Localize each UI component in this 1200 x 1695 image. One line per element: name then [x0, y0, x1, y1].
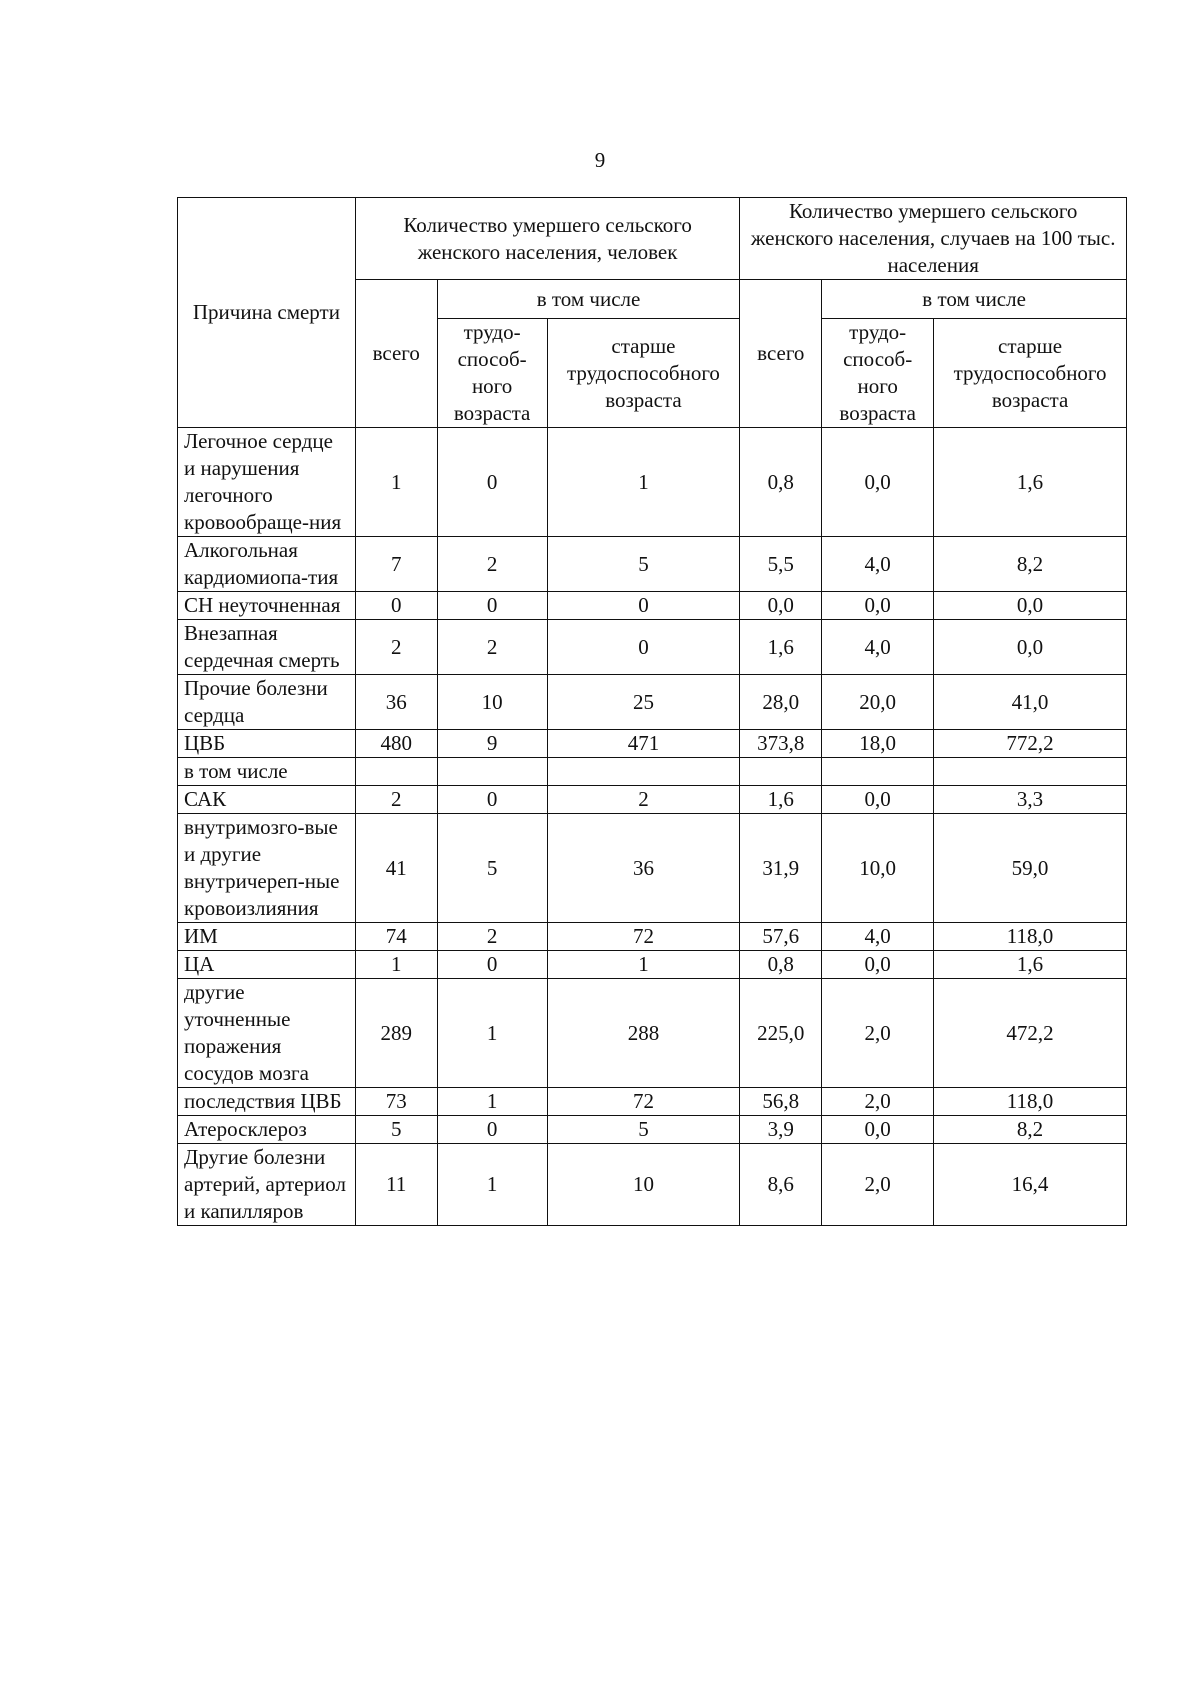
cell-count-older: 72: [547, 923, 740, 951]
table-row: [178, 1144, 1127, 1226]
cell-rate-working-age: 4,0: [822, 620, 934, 675]
cell-count-total: 36: [355, 675, 437, 730]
cell-count-total: 41: [355, 814, 437, 923]
cell-rate-working-age: 0,0: [822, 951, 934, 979]
cell-rate-working-age: 2,0: [822, 1088, 934, 1116]
cell-rate-working-age: 2,0: [822, 1144, 934, 1226]
cell-count-total: 74: [355, 923, 437, 951]
cell-rate-older: 118,0: [934, 1088, 1127, 1116]
cell-count-working-age: [437, 758, 547, 786]
cell-rate-working-age: 0,0: [822, 1116, 934, 1144]
table-row: [178, 758, 1127, 786]
cell-count-older: 1: [547, 951, 740, 979]
table-row: [178, 979, 1127, 1088]
table-row: [178, 730, 1127, 758]
cell-count-working-age: 9: [437, 730, 547, 758]
cell-count-working-age: 0: [437, 592, 547, 620]
cell-rate-working-age: 10,0: [822, 814, 934, 923]
cell-rate-older: [934, 758, 1127, 786]
cell-count-working-age: 1: [437, 1088, 547, 1116]
cell-count-working-age: 0: [437, 1116, 547, 1144]
cell-rate-working-age: 2,0: [822, 979, 934, 1088]
cell-rate-older: 8,2: [934, 537, 1127, 592]
cell-rate-working-age: 0,0: [822, 428, 934, 537]
cell-rate-working-age: 20,0: [822, 675, 934, 730]
page-number: 9: [594, 148, 606, 172]
cell-cause: внутримозго-вые и другие внутричереп-ные кровоизлияния: [178, 814, 356, 923]
cell-count-older: 10: [547, 1144, 740, 1226]
cell-count-total: 2: [355, 620, 437, 675]
table-row: [178, 786, 1127, 814]
header-count-working-age: трудо-способ-ного возраста: [437, 319, 547, 428]
cell-cause: Прочие болезни сердца: [178, 675, 356, 730]
cell-rate-working-age: 4,0: [822, 537, 934, 592]
table-row: [178, 592, 1127, 620]
table-row: [178, 923, 1127, 951]
cell-rate-working-age: [822, 758, 934, 786]
cell-rate-working-age: 18,0: [822, 730, 934, 758]
header-count-older: старше трудоспособного возраста: [547, 319, 740, 428]
cell-cause: Внезапная сердечная смерть: [178, 620, 356, 675]
cell-rate-total: 1,6: [740, 620, 822, 675]
cell-cause: Атеросклероз: [178, 1116, 356, 1144]
cell-rate-total: 28,0: [740, 675, 822, 730]
cell-rate-total: 5,5: [740, 537, 822, 592]
cell-rate-older: 118,0: [934, 923, 1127, 951]
cell-count-older: 36: [547, 814, 740, 923]
cell-count-older: 0: [547, 592, 740, 620]
header-count-total: всего: [355, 280, 437, 428]
cell-cause: САК: [178, 786, 356, 814]
cell-count-working-age: 0: [437, 951, 547, 979]
table-row: [178, 1088, 1127, 1116]
cell-rate-older: 59,0: [934, 814, 1127, 923]
cell-count-working-age: 10: [437, 675, 547, 730]
header-count-including: в том числе: [437, 280, 740, 319]
cell-count-total: 11: [355, 1144, 437, 1226]
cell-count-total: 7: [355, 537, 437, 592]
cell-rate-older: 3,3: [934, 786, 1127, 814]
header-cause: Причина смерти: [178, 198, 356, 428]
cell-count-working-age: 1: [437, 1144, 547, 1226]
cell-rate-total: 57,6: [740, 923, 822, 951]
cell-rate-older: 772,2: [934, 730, 1127, 758]
cell-rate-total: 0,8: [740, 951, 822, 979]
cell-rate-total: 373,8: [740, 730, 822, 758]
cell-cause: ЦВБ: [178, 730, 356, 758]
cell-count-total: 480: [355, 730, 437, 758]
header-rate-total: всего: [740, 280, 822, 428]
table-row: [178, 1116, 1127, 1144]
cell-cause: ИМ: [178, 923, 356, 951]
header-rate-group: Количество умершего сельского женского населения, случаев на 100 тыс. населения: [740, 198, 1127, 280]
cell-rate-older: 8,2: [934, 1116, 1127, 1144]
cell-rate-older: 1,6: [934, 428, 1127, 537]
cell-count-total: 289: [355, 979, 437, 1088]
cell-rate-total: 0,0: [740, 592, 822, 620]
table-row: [178, 951, 1127, 979]
cell-count-total: 1: [355, 428, 437, 537]
cell-count-older: 1: [547, 428, 740, 537]
cell-count-working-age: 0: [437, 786, 547, 814]
header-row-1: [178, 198, 1127, 280]
cell-count-older: 5: [547, 537, 740, 592]
cell-count-working-age: 2: [437, 923, 547, 951]
cell-rate-older: 41,0: [934, 675, 1127, 730]
cell-cause: ЦА: [178, 951, 356, 979]
cell-rate-total: [740, 758, 822, 786]
cell-count-working-age: 2: [437, 537, 547, 592]
cell-count-older: 5: [547, 1116, 740, 1144]
cell-rate-older: 16,4: [934, 1144, 1127, 1226]
table-body: [178, 428, 1127, 1226]
table-row: [178, 620, 1127, 675]
cell-count-older: 72: [547, 1088, 740, 1116]
cell-count-total: 0: [355, 592, 437, 620]
cell-rate-older: 0,0: [934, 592, 1127, 620]
cell-cause: последствия ЦВБ: [178, 1088, 356, 1116]
table-row: [178, 428, 1127, 537]
cell-count-older: 2: [547, 786, 740, 814]
cell-count-total: 1: [355, 951, 437, 979]
cell-rate-older: 1,6: [934, 951, 1127, 979]
cell-rate-working-age: 4,0: [822, 923, 934, 951]
table-row: [178, 814, 1127, 923]
cell-rate-older: 0,0: [934, 620, 1127, 675]
cell-count-older: 0: [547, 620, 740, 675]
cell-count-older: [547, 758, 740, 786]
cell-count-total: 5: [355, 1116, 437, 1144]
table-row: [178, 537, 1127, 592]
cell-count-total: 2: [355, 786, 437, 814]
cell-count-older: 471: [547, 730, 740, 758]
cell-count-working-age: 1: [437, 979, 547, 1088]
cell-count-total: 73: [355, 1088, 437, 1116]
cell-count-working-age: 2: [437, 620, 547, 675]
cell-rate-total: 3,9: [740, 1116, 822, 1144]
mortality-table: [177, 197, 1127, 1226]
cell-rate-total: 1,6: [740, 786, 822, 814]
cell-rate-older: 472,2: [934, 979, 1127, 1088]
cell-rate-total: 225,0: [740, 979, 822, 1088]
cell-cause: Легочное сердце и нарушения легочного кровообраще-ния: [178, 428, 356, 537]
cell-count-working-age: 0: [437, 428, 547, 537]
cell-cause: Алкогольная кардиомиопа-тия: [178, 537, 356, 592]
cell-cause: СН неуточненная: [178, 592, 356, 620]
cell-rate-working-age: 0,0: [822, 592, 934, 620]
cell-rate-total: 31,9: [740, 814, 822, 923]
cell-cause: в том числе: [178, 758, 356, 786]
cell-count-older: 288: [547, 979, 740, 1088]
cell-count-total: [355, 758, 437, 786]
cell-rate-total: 0,8: [740, 428, 822, 537]
cell-rate-working-age: 0,0: [822, 786, 934, 814]
cell-rate-total: 56,8: [740, 1088, 822, 1116]
header-rate-older: старше трудоспособного возраста: [934, 319, 1127, 428]
cell-count-working-age: 5: [437, 814, 547, 923]
cell-count-older: 25: [547, 675, 740, 730]
cell-rate-total: 8,6: [740, 1144, 822, 1226]
cell-cause: Другие болезни артерий, артериол и капилляров: [178, 1144, 356, 1226]
header-rate-including: в том числе: [822, 280, 1127, 319]
header-count-group: Количество умершего сельского женского населения, человек: [355, 198, 740, 280]
table-row: [178, 675, 1127, 730]
cell-cause: другие уточненные поражения сосудов мозга: [178, 979, 356, 1088]
header-rate-working-age: трудо-способ-ного возраста: [822, 319, 934, 428]
